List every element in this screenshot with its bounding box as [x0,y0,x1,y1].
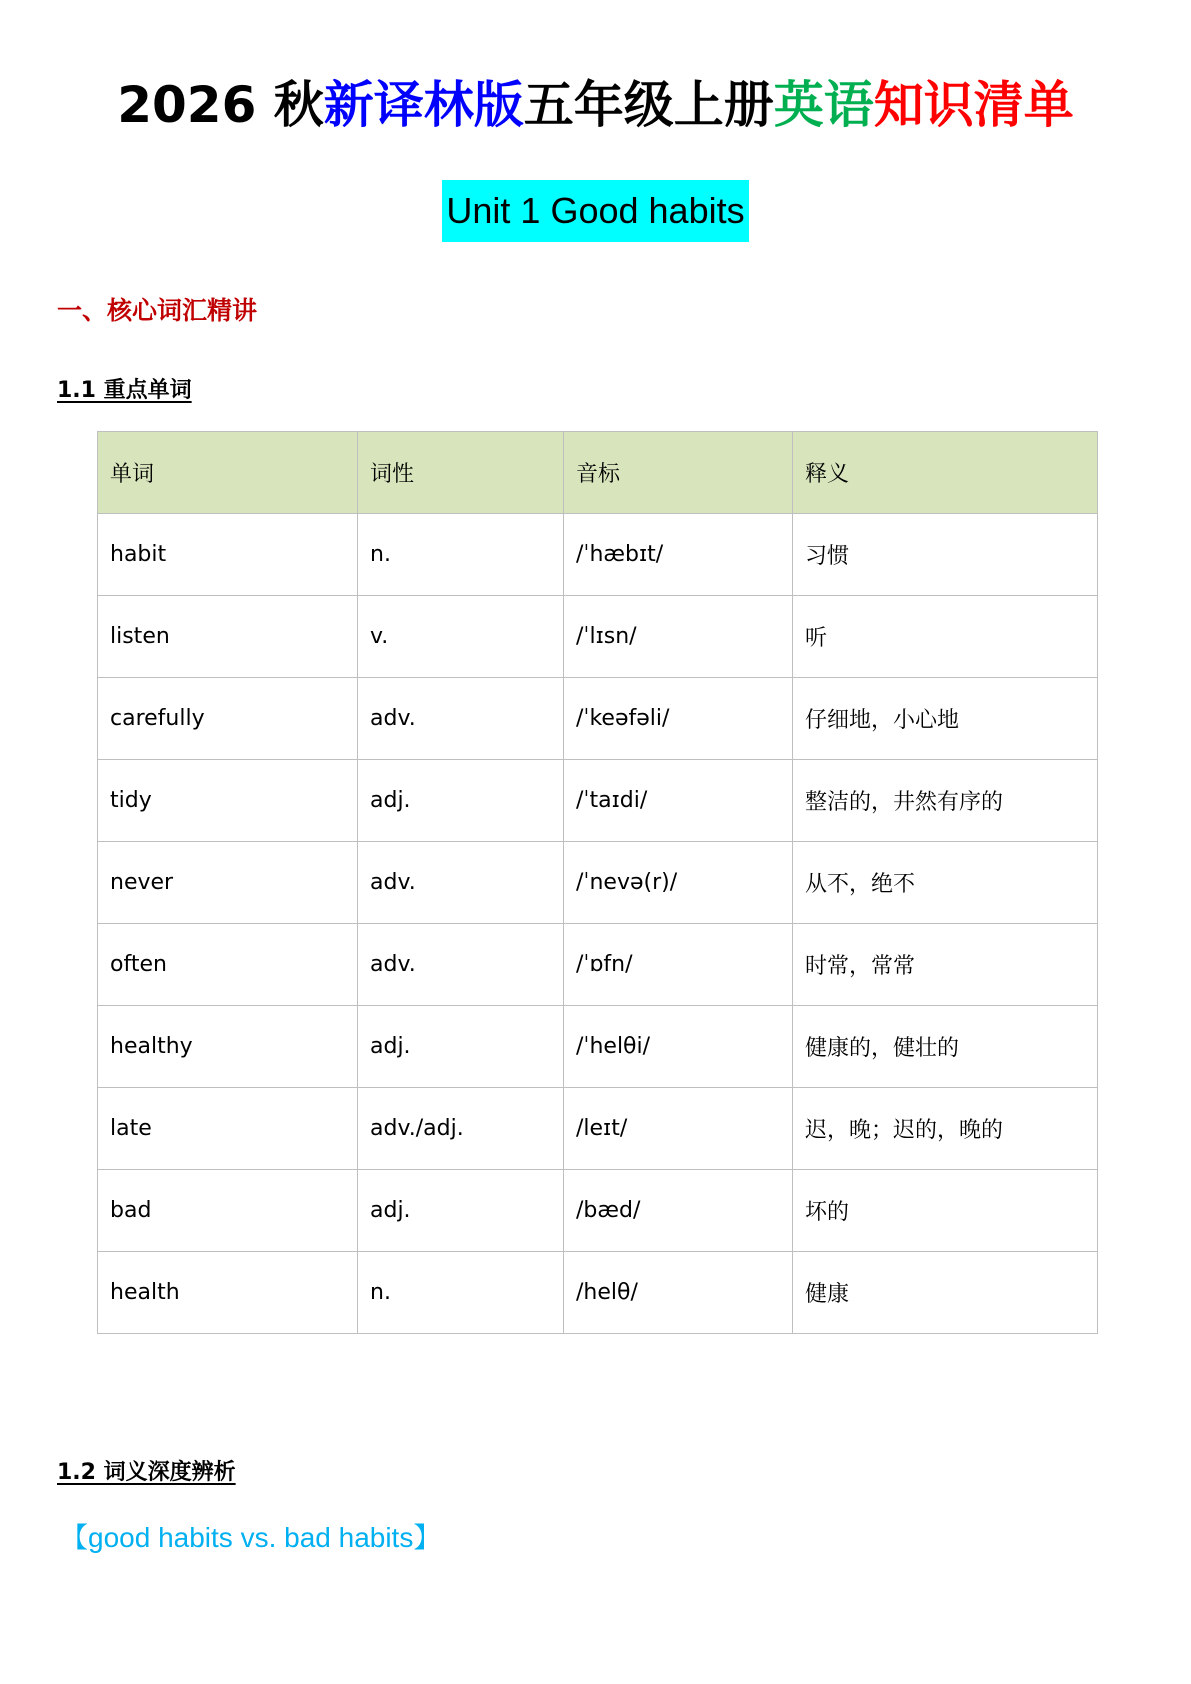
cell-phonetic: /ˈkeəfəli/ [564,678,793,760]
distinction-label: 【good habits vs. bad habits】 [60,1522,442,1553]
subsection-heading-key-words: 1.1 重点单词 [57,378,192,403]
cell-meaning: 坏的 [793,1170,1098,1252]
cell-word: listen [98,596,358,678]
cell-phonetic: /ˈhelθi/ [564,1006,793,1088]
cell-phonetic: /ˈtaɪdi/ [564,760,793,842]
cell-part-of-speech: v. [358,596,564,678]
title-part-grade: 五年级上册 [523,76,774,134]
cell-word: health [98,1252,358,1334]
table-row [98,596,1098,678]
cell-meaning: 时常，常常 [793,924,1098,1006]
cell-word: bad [98,1170,358,1252]
cell-part-of-speech: adj. [358,760,564,842]
column-header-meaning: 释义 [793,432,1098,514]
cell-meaning: 健康 [793,1252,1098,1334]
cell-word: healthy [98,1006,358,1088]
table-row [98,924,1098,1006]
main-title [0,72,1191,138]
cell-part-of-speech: n. [358,1252,564,1334]
subsection-heading-meaning-analysis: 1.2 词义深度辨析 [57,1460,236,1485]
title-part-list: 知识清单 [873,76,1074,134]
section-heading: 一、核心词汇精讲 [57,296,258,325]
cell-part-of-speech: adv. [358,842,564,924]
column-header-word: 单词 [98,432,358,514]
cell-meaning: 健康的，健壮的 [793,1006,1098,1088]
table-row [98,1170,1098,1252]
cell-part-of-speech: adv. [358,924,564,1006]
table-row [98,1088,1098,1170]
cell-word: late [98,1088,358,1170]
cell-phonetic: /ˈnevə(r)/ [564,842,793,924]
cell-meaning: 从不，绝不 [793,842,1098,924]
table-row [98,842,1098,924]
cell-word: often [98,924,358,1006]
cell-word: carefully [98,678,358,760]
cell-part-of-speech: adv./adj. [358,1088,564,1170]
cell-part-of-speech: adj. [358,1006,564,1088]
cell-part-of-speech: n. [358,514,564,596]
table-row [98,514,1098,596]
cell-phonetic: /ˈɒfn/ [564,924,793,1006]
cell-word: never [98,842,358,924]
table-row [98,1252,1098,1334]
cell-part-of-speech: adv. [358,678,564,760]
cell-phonetic: /ˈlɪsn/ [564,596,793,678]
cell-word: tidy [98,760,358,842]
cell-meaning: 整洁的，井然有序的 [793,760,1098,842]
cell-meaning: 听 [793,596,1098,678]
table-header-row [98,432,1098,514]
cell-meaning: 迟，晚；迟的，晚的 [793,1088,1098,1170]
table-row [98,1006,1098,1088]
cell-part-of-speech: adj. [358,1170,564,1252]
table-row [98,760,1098,842]
table-row [98,678,1098,760]
cell-phonetic: /leɪt/ [564,1088,793,1170]
vocabulary-table [97,431,1098,1334]
column-header-phonetic: 音标 [564,432,793,514]
title-part-year: 2026 秋 [117,76,324,134]
unit-title-wrap [0,180,1191,242]
cell-phonetic: /ˈhæbɪt/ [564,514,793,596]
title-part-subject: 英语 [773,76,874,134]
unit-title: Unit 1 Good habits [442,180,748,242]
cell-phonetic: /bæd/ [564,1170,793,1252]
column-header-part-of-speech: 词性 [358,432,564,514]
cell-phonetic: /helθ/ [564,1252,793,1334]
cell-meaning: 习惯 [793,514,1098,596]
cell-meaning: 仔细地，小心地 [793,678,1098,760]
title-part-edition: 新译林版 [323,76,524,134]
cell-word: habit [98,514,358,596]
